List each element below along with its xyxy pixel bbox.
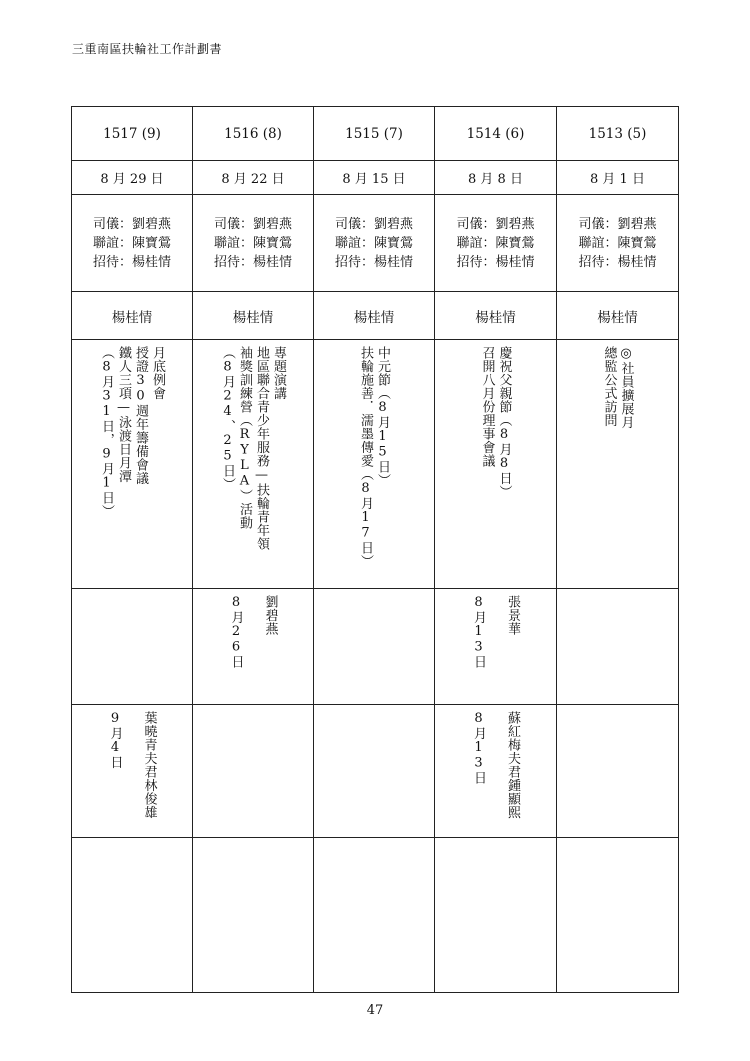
- speaker-cell: 楊桂情: [193, 292, 314, 340]
- program-events-cell: [557, 340, 679, 589]
- spouse-birthday-row: [72, 705, 679, 838]
- spouse-birthday-cell: [72, 705, 193, 838]
- notes-row: [72, 838, 679, 993]
- meeting-date-cell: 8 月 29 日: [72, 161, 193, 195]
- meeting-date-cell: 8 月 22 日: [193, 161, 314, 195]
- duty-roles-cell: [557, 195, 679, 292]
- fellowship-line: 聯誼：陳寶鶯: [92, 235, 171, 251]
- program-events-text: ◎社員擴展月 總監公式訪問: [601, 346, 634, 429]
- emcee-line: 司儀：劉碧燕: [92, 216, 171, 232]
- fellowship-line: 聯誼：陳寶鶯: [213, 235, 292, 251]
- spouse-birthday-cell: [557, 705, 679, 838]
- speaker-cell: 楊桂情: [314, 292, 435, 340]
- program-events-text: 月底例會 授證30週年籌備會議 鐵人三項—泳渡日月潭 （8月31日，9月1日）: [99, 346, 165, 518]
- program-events-cell: [435, 340, 557, 589]
- document-header-title: 三重南區扶輪社工作計劃書: [72, 42, 223, 56]
- member-birthday-cell: [435, 589, 557, 705]
- program-events-cell: [193, 340, 314, 589]
- meeting-number-cell: 1513 (5): [557, 107, 679, 161]
- meeting-number-cell: 1514 (6): [435, 107, 557, 161]
- duty-roles-cell: [314, 195, 435, 292]
- duty-roles-row: [72, 195, 679, 292]
- program-events-text: 專題演講 地區聯合青少年服務—扶輪青年領 袖獎訓練營（RYLA）活動 （8月24、25日）: [220, 346, 286, 551]
- page-number: 47: [366, 1003, 384, 1018]
- spouse-birthday-cell: [193, 705, 314, 838]
- member-birthday-text: 張景華 8月13日: [471, 595, 520, 669]
- meeting-number-cell: 1516 (8): [193, 107, 314, 161]
- program-events-text: 中元節（8月15日） 扶輪施善．濡墨傳愛（8月17日）: [358, 346, 390, 568]
- meeting-date-row: [72, 161, 679, 195]
- member-birthday-cell: [193, 589, 314, 705]
- speaker-cell: 楊桂情: [435, 292, 557, 340]
- fellowship-line: 聯誼：陳寶鶯: [578, 235, 657, 251]
- duty-roles-cell: [193, 195, 314, 292]
- emcee-line: 司儀：劉碧燕: [578, 216, 657, 232]
- speaker-cell: 楊桂情: [557, 292, 679, 340]
- meeting-number-cell: 1517 (9): [72, 107, 193, 161]
- member-birthday-cell: [557, 589, 679, 705]
- meeting-date-cell: 8 月 15 日: [314, 161, 435, 195]
- spouse-birthday-text: 蘇紅梅夫君鍾顯熙 8月13日: [471, 711, 520, 819]
- duty-roles-cell: [72, 195, 193, 292]
- program-events-cell: [314, 340, 435, 589]
- spouse-birthday-text: 葉曉青夫君林俊雄 9月4日: [107, 711, 157, 819]
- member-birthday-text: 劉碧燕 8月26日: [228, 595, 278, 669]
- meeting-date-cell: 8 月 8 日: [435, 161, 557, 195]
- reception-line: 招待：楊桂情: [334, 254, 413, 270]
- duty-roles-cell: [435, 195, 557, 292]
- notes-cell: [193, 838, 314, 993]
- notes-cell: [72, 838, 193, 993]
- program-events-text: 慶祝父親節（8月8日） 召開八月份理事會議: [479, 346, 512, 499]
- speaker-row: [72, 292, 679, 340]
- reception-line: 招待：楊桂情: [92, 254, 171, 270]
- emcee-line: 司儀：劉碧燕: [456, 216, 535, 232]
- notes-cell: [435, 838, 557, 993]
- notes-cell: [557, 838, 679, 993]
- emcee-line: 司儀：劉碧燕: [213, 216, 292, 232]
- member-birthday-cell: [72, 589, 193, 705]
- weekly-plan-table: [71, 106, 679, 993]
- reception-line: 招待：楊桂情: [578, 254, 657, 270]
- speaker-cell: 楊桂情: [72, 292, 193, 340]
- member-birthday-cell: [314, 589, 435, 705]
- fellowship-line: 聯誼：陳寶鶯: [334, 235, 413, 251]
- spouse-birthday-cell: [314, 705, 435, 838]
- notes-cell: [314, 838, 435, 993]
- program-events-row: [72, 340, 679, 589]
- meeting-number-row: [72, 107, 679, 161]
- emcee-line: 司儀：劉碧燕: [334, 216, 413, 232]
- program-events-cell: [72, 340, 193, 589]
- meeting-date-cell: 8 月 1 日: [557, 161, 679, 195]
- reception-line: 招待：楊桂情: [456, 254, 535, 270]
- spouse-birthday-cell: [435, 705, 557, 838]
- fellowship-line: 聯誼：陳寶鶯: [456, 235, 535, 251]
- meeting-number-cell: 1515 (7): [314, 107, 435, 161]
- reception-line: 招待：楊桂情: [213, 254, 292, 270]
- member-birthday-row: [72, 589, 679, 705]
